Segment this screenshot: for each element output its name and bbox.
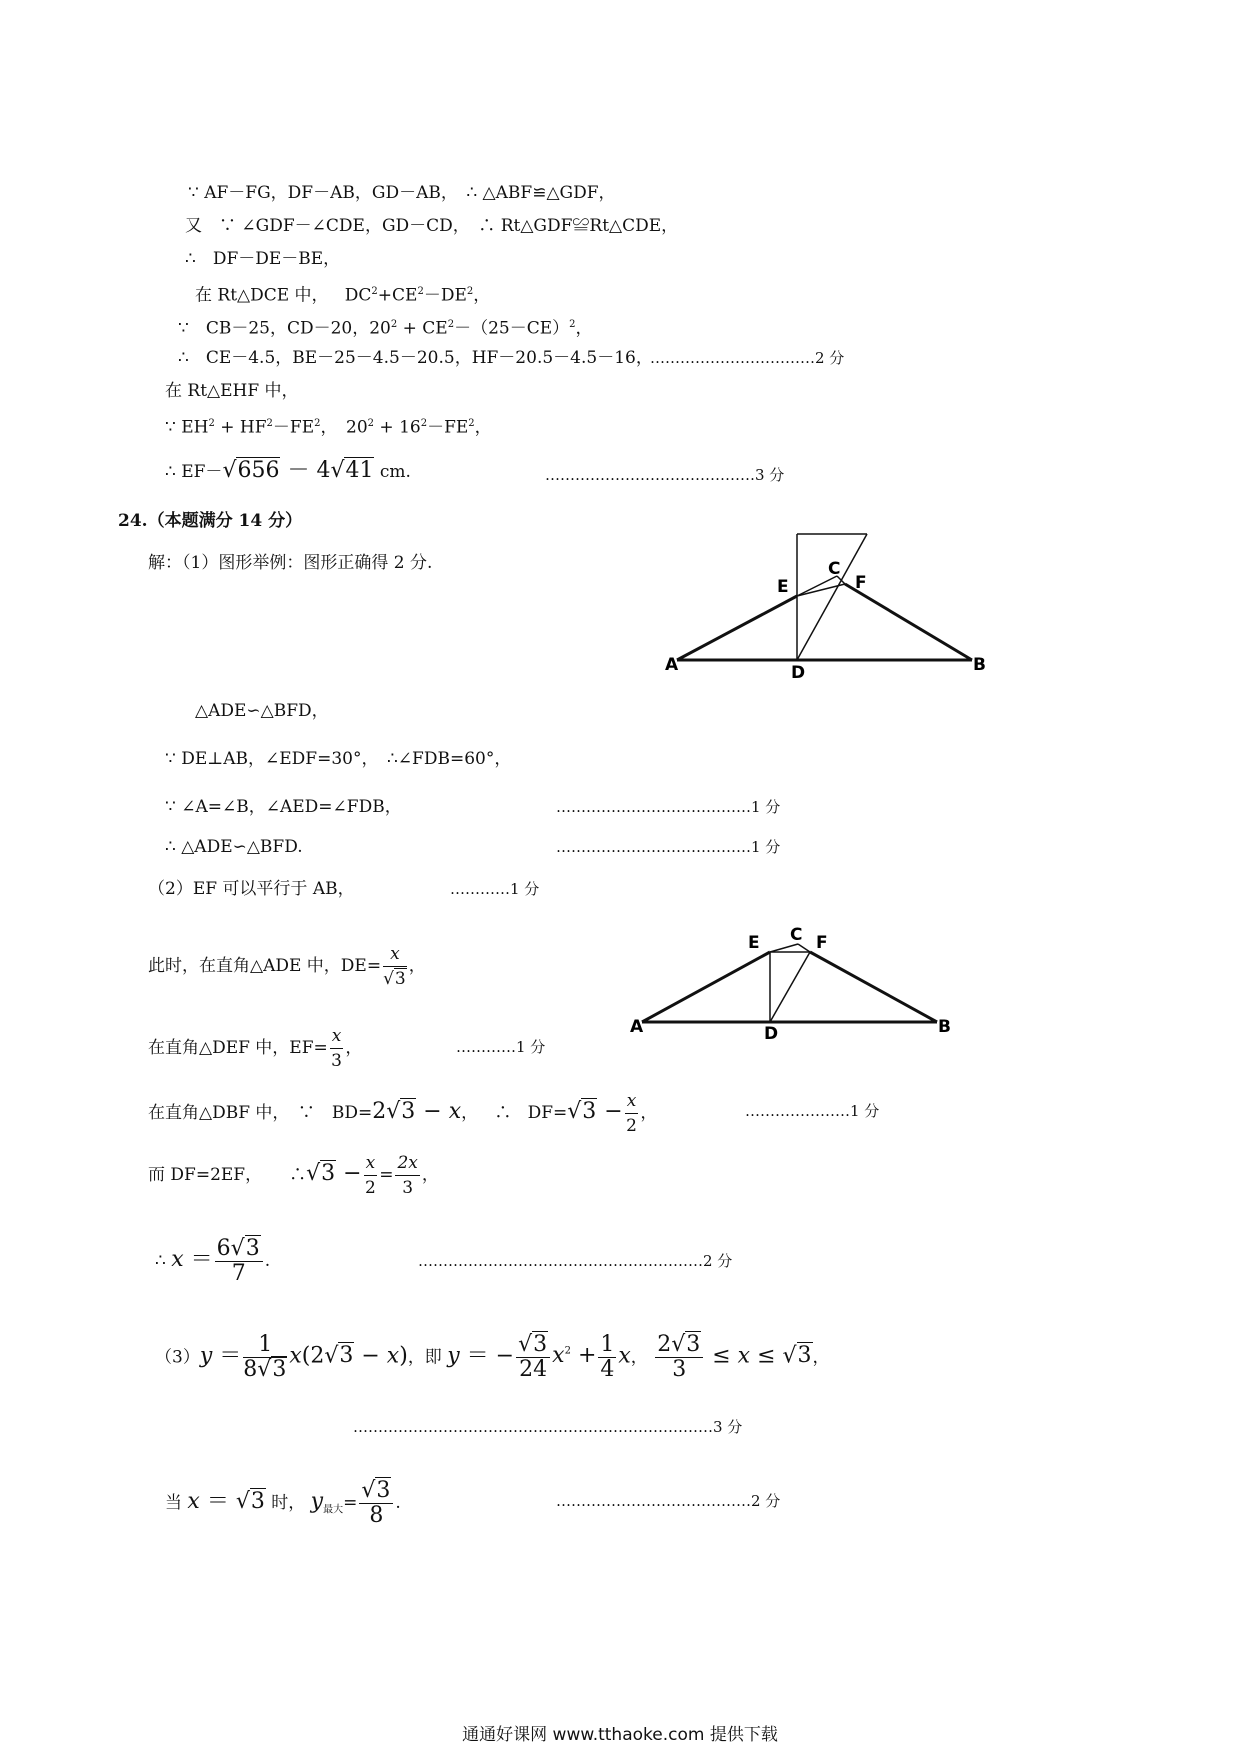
label-f: F <box>816 933 828 953</box>
part-2-bd-df: 在直角△DBF 中， ∵ BD=2√3 − x， ∴ DF=√3 − $\frac{x}{2}$ ， <box>148 1091 658 1136</box>
figure-2-triangle <box>630 922 960 1040</box>
score-part-2-df: …………………1 分 <box>745 1102 880 1120</box>
score-part-3: ………………………………………………………………3 分 <box>353 1418 743 1436</box>
segment-ec <box>797 576 837 596</box>
label-a: A <box>665 655 679 675</box>
segment-ef <box>797 584 845 596</box>
proof-line-6: ∴ CE－4.5，BE－25－4.5－20.5，HF－20.5－4.5－16， <box>178 348 653 368</box>
part-2-answer: ∴ x ＝ $\frac{6√3}{7}$ . <box>155 1236 271 1286</box>
label-b: B <box>973 655 986 675</box>
label-c: C <box>828 559 841 579</box>
reason-line-3: ∴ △ADE∽△BFD. <box>165 837 303 857</box>
score-reason-3: …………………………………1 分 <box>556 838 781 856</box>
proof-line-8: ∵ $EH^2 + HF^2-FE^2$， $20^2 + 16^2-FE^2$， <box>165 417 492 438</box>
segment-ae <box>677 596 797 660</box>
segment-cf <box>798 944 810 952</box>
label-f: F <box>855 573 867 593</box>
proof-line-5: ∵ CB－25，CD－20，$20^2 + CE^2-(25-CE)^2$， <box>178 318 593 339</box>
segment-ae <box>642 952 770 1022</box>
score-line-9: ……………………………………3 分 <box>545 466 785 484</box>
part-2-claim: （2）EF 可以平行于 AB， <box>148 879 355 899</box>
score-part-2-ef: …………1 分 <box>456 1038 546 1056</box>
proof-line-4: 在 Rt△DCE 中， $DC^2+CE^2-DE^2$， <box>195 285 491 306</box>
figure-1-triangle <box>665 532 995 680</box>
score-reason-2: …………………………………1 分 <box>556 798 781 816</box>
score-line-6: ……………………………2 分 <box>650 349 845 367</box>
set-square-hypotenuse <box>797 534 867 660</box>
part-3-maximum: 当 x ＝ √3 时， $y_{最大}=$ $\frac{√3}{8}$ . <box>165 1478 401 1528</box>
label-c: C <box>790 925 803 945</box>
proof-line-3: ∴ DF－DE－BE， <box>185 249 341 269</box>
label-d: D <box>764 1024 779 1040</box>
label-e: E <box>748 933 760 953</box>
label-e: E <box>777 577 789 597</box>
reason-line-2: ∵ ∠A=∠B，∠AED=∠FDB， <box>165 797 402 817</box>
segment-fb <box>810 952 937 1022</box>
score-part-3-max: …………………………………2 分 <box>556 1492 781 1510</box>
proof-line-2: 又 ∵ ∠GDF－∠CDE，GD－CD， ∴ Rt△GDF≌Rt△CDE， <box>185 216 679 236</box>
label-a: A <box>630 1017 644 1037</box>
proof-line-1: ∵ AF－FG，DF－AB，GD－AB， ∴ △ABF≌△GDF， <box>188 183 616 203</box>
part-3-function: （3）y ＝ $\frac{1}{8√3}$ x(2√3 − x)，即 y ＝ − $\frac{√3}{24}$ $x^2$ + $\frac{1}{4}$ x， $\frac{2√3}{3}$ ≤ x ≤ √3， <box>155 1332 830 1383</box>
label-d: D <box>791 663 806 680</box>
reason-line-1: ∵ DE⊥AB，∠EDF=30°， ∴∠FDB=60°， <box>165 749 512 769</box>
part-2-equation: 而 DF=2EF， ∴√3 − $\frac{x}{2}$ = $\frac{2x}{3}$ ， <box>148 1153 439 1198</box>
segment-fb <box>845 584 972 660</box>
proof-line-7: 在 Rt△EHF 中， <box>165 381 299 401</box>
part-2-ef: 在直角△DEF 中，EF= $\frac{x}{3}$ ， <box>148 1026 363 1071</box>
label-b: B <box>938 1017 951 1037</box>
score-part-2: …………1 分 <box>450 880 540 898</box>
segment-fd <box>770 952 810 1022</box>
part-2-de: 此时，在直角△ADE 中，DE= $\frac{x}{√3}$ ， <box>148 944 426 989</box>
solution-part-1: 解：（1）图形举例：图形正确得 2 分. <box>148 553 433 573</box>
segment-ec <box>770 944 798 952</box>
similarity-claim: △ADE∽△BFD， <box>195 701 329 721</box>
question-24-heading: 24.（本题满分 14 分） <box>118 511 303 531</box>
page-footer: 通通好课网 www.tthaoke.com 提供下载 <box>462 1725 778 1745</box>
score-part-2-answer: …………………………………………………2 分 <box>418 1252 733 1270</box>
proof-line-9: ∴ EF－√656 － 4√41 cm. <box>165 458 411 483</box>
